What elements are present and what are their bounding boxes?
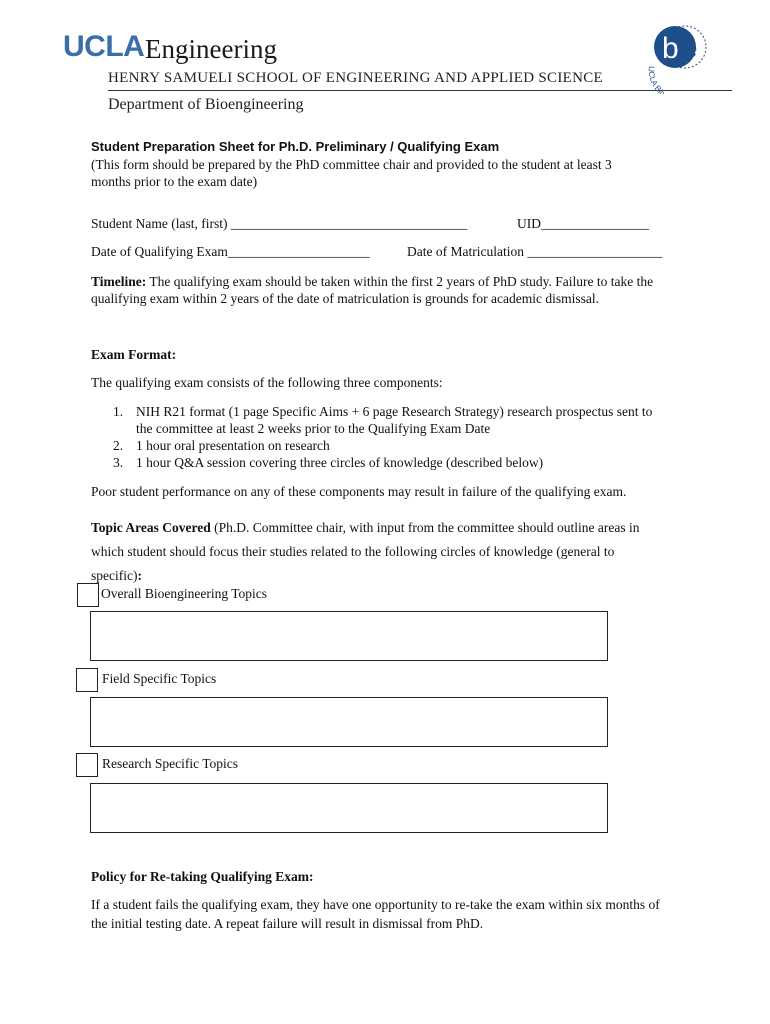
overall-topics-checkbox[interactable] (77, 583, 99, 607)
list-item-text: 1 hour oral presentation on research (136, 438, 330, 453)
logo-b-glyph: b (662, 32, 679, 65)
list-item-text-cont: the committee at least 2 weeks prior to the Qualifying Exam Date (136, 421, 491, 436)
department-name: Department of Bioengineering (108, 96, 304, 113)
policy-heading: Policy for Re-taking Qualifying Exam: (91, 869, 314, 884)
list-item-number: 2. (113, 438, 124, 453)
exam-format-heading: Exam Format: (91, 347, 177, 362)
student-name-field[interactable]: Student Name (last, first) ___________________________________ (91, 216, 468, 231)
list-item (91, 403, 681, 437)
ucla-wordmark: UCLA (63, 30, 145, 63)
list-item-number: 1. (113, 404, 124, 419)
logo-arc-text: UCLA Bio (646, 65, 667, 94)
policy-text-1: If a student fails the qualifying exam, they have one opportunity to re-take the exam within six months of (91, 897, 660, 912)
overall-topics-textbox[interactable] (90, 611, 608, 661)
topic-areas-text-2: which student should focus their studies related to the following circles of knowledge (general to (91, 544, 615, 559)
list-item (91, 437, 681, 454)
poor-performance-note: Poor student performance on any of these components may result in failure of the qualifying exam. (91, 484, 627, 499)
bioengineering-logo (633, 14, 737, 94)
exam-date-field[interactable]: Date of Qualifying Exam_____________________ (91, 244, 370, 259)
research-topics-textbox[interactable] (90, 783, 608, 833)
form-title: Student Preparation Sheet for Ph.D. Preliminary / Qualifying Exam (91, 139, 500, 154)
list-item-text: 1 hour Q&A session covering three circles of knowledge (described below) (136, 455, 544, 470)
topic-areas-text-1: (Ph.D. Committee chair, with input from the committee should outline areas in (210, 520, 640, 535)
matriculation-date-field[interactable]: Date of Matriculation ____________________ (407, 244, 663, 259)
list-item-text: NIH R21 format (1 page Specific Aims + 6 page Research Strategy) research prospectus sent to (136, 404, 653, 419)
engineering-wordmark: Engineering (145, 34, 277, 64)
form-subtitle-line-2: months prior to the exam date) (91, 174, 258, 189)
svg-text:UCLA Bioengineering (647, 66, 703, 94)
list-item (91, 454, 681, 471)
policy-paragraph (91, 895, 681, 933)
field-topics-textbox[interactable] (90, 697, 608, 747)
list-item-number: 3. (113, 455, 124, 470)
exam-components-list (91, 403, 681, 471)
topic-areas-heading: Topic Areas Covered (91, 520, 211, 535)
logo-e-glyph: e (683, 33, 698, 63)
timeline-paragraph (91, 273, 681, 307)
field-topics-checkbox[interactable] (76, 668, 98, 692)
overall-topics-label: Overall Bioengineering Topics (101, 586, 268, 601)
topic-areas-colon: : (137, 568, 142, 583)
research-topics-checkbox[interactable] (76, 753, 98, 777)
research-topics-label: Research Specific Topics (102, 756, 239, 771)
topic-areas-paragraph (91, 516, 681, 588)
timeline-heading: Timeline: (91, 274, 147, 289)
policy-text-2: the initial testing date. A repeat failure will result in dismissal from PhD. (91, 916, 484, 931)
timeline-text-2: qualifying exam within 2 years of the date of matriculation is grounds for academic dismissal. (91, 291, 599, 306)
form-subtitle-line-1: (This form should be prepared by the PhD committee chair and provided to the student at least 3 (91, 157, 612, 172)
uid-field[interactable]: UID________________ (517, 216, 649, 231)
school-name: HENRY SAMUELI SCHOOL OF ENGINEERING AND APPLIED SCIENCE (108, 70, 603, 86)
field-topics-label: Field Specific Topics (102, 671, 217, 686)
topic-areas-text-3: specific) (91, 568, 138, 583)
exam-format-intro: The qualifying exam consists of the following three components: (91, 375, 443, 390)
timeline-text-1: The qualifying exam should be taken within the first 2 years of PhD study. Failure to take the (146, 274, 654, 289)
